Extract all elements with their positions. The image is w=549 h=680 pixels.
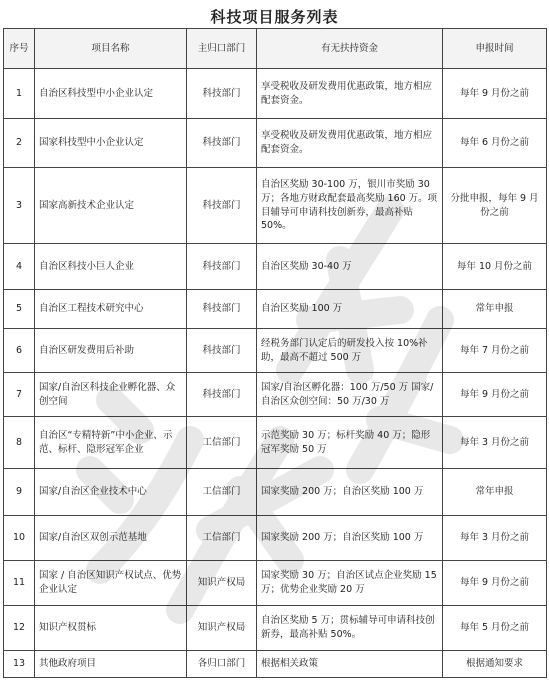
- table-row: [4, 373, 547, 417]
- cell-funding: 享受税收及研发费用优惠政策，地方相应配套资金。: [257, 69, 443, 119]
- table-row: [4, 119, 547, 168]
- header-no: 序号: [4, 29, 35, 69]
- cell-funding: 国家/自治区孵化器：100 万/50 万 国家/自治区众创空间：50 万/30 万: [257, 373, 443, 417]
- cell-name: 其他政府项目: [35, 651, 187, 678]
- table-header-row: [4, 29, 547, 69]
- cell-time: 每年 9 月份之前: [443, 373, 547, 417]
- cell-dept: 工信部门: [187, 469, 257, 516]
- cell-name: 知识产权贯标: [35, 606, 187, 651]
- table-row: [4, 168, 547, 244]
- cell-name: 自治区工程技术研究中心: [35, 290, 187, 329]
- cell-no: 8: [4, 417, 35, 469]
- cell-funding: 自治区奖励 30-40 万: [257, 244, 443, 290]
- cell-no: 2: [4, 119, 35, 168]
- cell-dept: 知识产权局: [187, 606, 257, 651]
- cell-name: 国家 / 自治区知识产权试点、优势企业认定: [35, 561, 187, 606]
- cell-name: 自治区“专精特新”中小企业、示范、标杆、隐形冠军企业: [35, 417, 187, 469]
- table-row: [4, 651, 547, 678]
- cell-time: 常年申报: [443, 469, 547, 516]
- cell-name: 国家高新技术企业认定: [35, 168, 187, 244]
- table-row: [4, 606, 547, 651]
- cell-time: 分批申报，每年 9 月份之前: [443, 168, 547, 244]
- cell-no: 1: [4, 69, 35, 119]
- cell-name: 自治区科技小巨人企业: [35, 244, 187, 290]
- table-row: [4, 516, 547, 561]
- cell-funding: 国家奖励 200 万；自治区奖励 100 万: [257, 516, 443, 561]
- cell-funding: 示范奖励 30 万；标杆奖励 40 万；隐形冠军奖励 50 万: [257, 417, 443, 469]
- cell-time: 每年 9 月份之前: [443, 69, 547, 119]
- cell-time: 每年 3 月份之前: [443, 516, 547, 561]
- cell-time: 每年 9 月份之前: [443, 561, 547, 606]
- header-name: 项目名称: [35, 29, 187, 69]
- cell-dept: 知识产权局: [187, 561, 257, 606]
- cell-dept: 科技部门: [187, 329, 257, 373]
- cell-dept: 科技部门: [187, 119, 257, 168]
- cell-no: 10: [4, 516, 35, 561]
- cell-no: 6: [4, 329, 35, 373]
- cell-funding: 自治区奖励 100 万: [257, 290, 443, 329]
- cell-time: 每年 10 月份之前: [443, 244, 547, 290]
- cell-dept: 各归口部门: [187, 651, 257, 678]
- cell-name: 国家/自治区科技企业孵化器、众创空间: [35, 373, 187, 417]
- cell-funding: 享受税收及研发费用优惠政策，地方相应配套资金。: [257, 119, 443, 168]
- page-title: 科技项目服务列表: [210, 8, 339, 26]
- header-time: 申报时间: [443, 29, 547, 69]
- cell-no: 13: [4, 651, 35, 678]
- table-row: [4, 469, 547, 516]
- cell-dept: 工信部门: [187, 417, 257, 469]
- cell-no: 5: [4, 290, 35, 329]
- project-table: [3, 28, 547, 678]
- cell-funding: 经税务部门认定后的研发投入按 10%补助，最高不超过 500 万: [257, 329, 443, 373]
- cell-name: 自治区研发费用后补助: [35, 329, 187, 373]
- cell-name: 国家科技型中小企业认定: [35, 119, 187, 168]
- cell-time: 常年申报: [443, 290, 547, 329]
- cell-time: 每年 6 月份之前: [443, 119, 547, 168]
- cell-time: 每年 5 月份之前: [443, 606, 547, 651]
- cell-dept: 科技部门: [187, 373, 257, 417]
- table-row: [4, 244, 547, 290]
- table-row: [4, 69, 547, 119]
- cell-time: 每年 3 月份之前: [443, 417, 547, 469]
- cell-no: 12: [4, 606, 35, 651]
- cell-dept: 科技部门: [187, 290, 257, 329]
- cell-funding: 国家奖励 200 万；自治区奖励 100 万: [257, 469, 443, 516]
- cell-funding: 自治区奖励 30-100 万，银川市奖励 30 万；各地方财政配套最高奖励 160 万。项目辅导可申请科技创新券，最高补贴 50%。: [257, 168, 443, 244]
- cell-no: 3: [4, 168, 35, 244]
- header-dept: 主归口部门: [187, 29, 257, 69]
- cell-dept: 工信部门: [187, 516, 257, 561]
- table-row: [4, 290, 547, 329]
- header-funding: 有无扶持资金: [257, 29, 443, 69]
- cell-name: 国家/自治区双创示范基地: [35, 516, 187, 561]
- cell-dept: 科技部门: [187, 244, 257, 290]
- cell-name: 国家/自治区企业技术中心: [35, 469, 187, 516]
- cell-time: 每年 7 月份之前: [443, 329, 547, 373]
- cell-dept: 科技部门: [187, 168, 257, 244]
- table-row: [4, 417, 547, 469]
- cell-dept: 科技部门: [187, 69, 257, 119]
- cell-time: 根据通知要求: [443, 651, 547, 678]
- cell-funding: 国家奖励 30 万；自治区试点企业奖励 15 万；优势企业奖励 20 万: [257, 561, 443, 606]
- cell-name: 自治区科技型中小企业认定: [35, 69, 187, 119]
- table-row: [4, 329, 547, 373]
- cell-no: 9: [4, 469, 35, 516]
- cell-funding: 根据相关政策: [257, 651, 443, 678]
- cell-no: 7: [4, 373, 35, 417]
- cell-no: 11: [4, 561, 35, 606]
- cell-no: 4: [4, 244, 35, 290]
- table-row: [4, 561, 547, 606]
- cell-funding: 自治区奖励 5 万；贯标辅导可申请科技创新券，最高补贴 50%。: [257, 606, 443, 651]
